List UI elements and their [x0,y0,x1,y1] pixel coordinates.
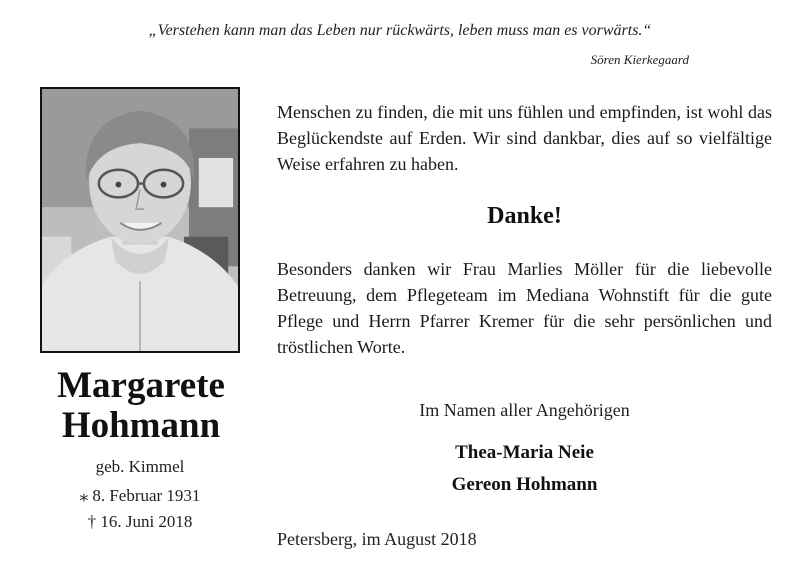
thanks-paragraph: Besonders danken wir Frau Marlies Möller für die liebevolle Betreuung, dem Pflegeteam im Mediana Wohnstift für die gute Pflege und Herrn Pfarrer Kremer für die sehr persönlichen und tröstlichen Worte. [277,259,772,357]
death-date: † 16. Juni 2018 [87,512,193,531]
epigraph-quote: „Verstehen kann man das Leben nur rückwärts, leben muss man es vorwärts.“ [148,22,652,39]
on-behalf-line: Im Namen aller Angehörigen [419,400,630,420]
thanks-heading: Danke! [487,203,562,229]
last-name: Hohmann [61,405,221,446]
quote-author: Sören Kierkegaard [590,52,689,67]
first-name: Margarete [57,365,225,406]
portrait-photo [40,87,240,353]
deceased-name [30,366,252,446]
place-and-date: Petersberg, im August 2018 [277,529,477,549]
signer-name: Thea-Maria Neie [455,442,594,463]
portrait-image [42,89,238,351]
birth-name: geb. Kimmel [95,457,185,476]
signer-name: Gereon Hohmann [451,474,598,495]
intro-paragraph: Menschen zu finden, die mit uns fühlen und empfinden, ist wohl das Beglückendste auf Erden. Wir sind dankbar, dies auf so vielfältige Weise erfahren zu haben. [277,102,772,174]
birth-date: ⁎ 8. Februar 1931 [79,486,201,505]
